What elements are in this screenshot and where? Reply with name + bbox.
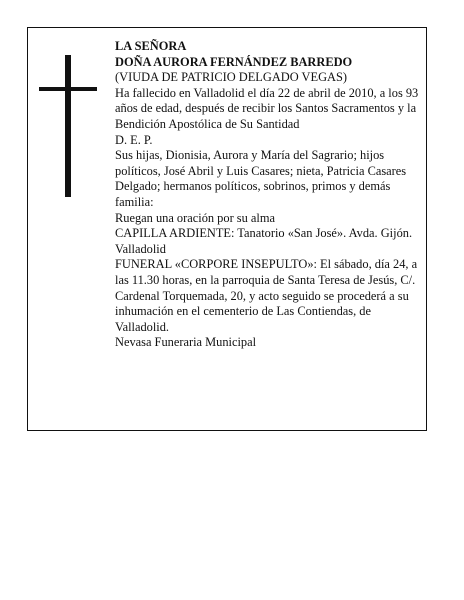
obituary-notice	[27, 27, 427, 431]
rest-in-peace: D. E. P.	[115, 132, 153, 147]
deceased-name: DOÑA AURORA FERNÁNDEZ BARREDO	[115, 54, 353, 69]
chapel-info: CAPILLA ARDIENTE: Tanatorio «San José». Avda. Gijón. Valladolid	[115, 226, 413, 256]
cross-horizontal-bar	[39, 87, 97, 91]
prayer-request: Ruegan una oración por su alma	[115, 210, 275, 225]
latin-cross-icon	[39, 55, 97, 197]
obituary-text	[115, 39, 423, 351]
widow-of: (VIUDA DE PATRICIO DELGADO VEGAS)	[115, 70, 347, 85]
cross-vertical-bar	[65, 55, 71, 197]
funeral-home: Nevasa Funeraria Municipal	[115, 335, 257, 350]
funeral-info: FUNERAL «CORPORE INSEPULTO»: El sábado, día 24, a las 11.30 horas, en la parroquia de Santa Teresa de Jesús, C/. Cardenal Torquemada, 20, y acto seguido se procederá a su inhumación en el cementerio de Las Contiendas, de Valladolid.	[115, 257, 418, 334]
death-announcement: Ha fallecido en Valladolid el día 22 de abril de 2010, a los 93 años de edad, después de recibir los Santos Sacramentos y la Bendición Apostólica de Su Santidad	[115, 85, 419, 131]
family-list: Sus hijas, Dionisia, Aurora y María del Sagrario; hijos políticos, José Abril y Luis Casares; nieta, Patricia Casares Delgado; hermanos políticos, sobrinos, primos y demás familia:	[115, 148, 407, 209]
honorific-title: LA SEÑORA	[115, 39, 187, 53]
